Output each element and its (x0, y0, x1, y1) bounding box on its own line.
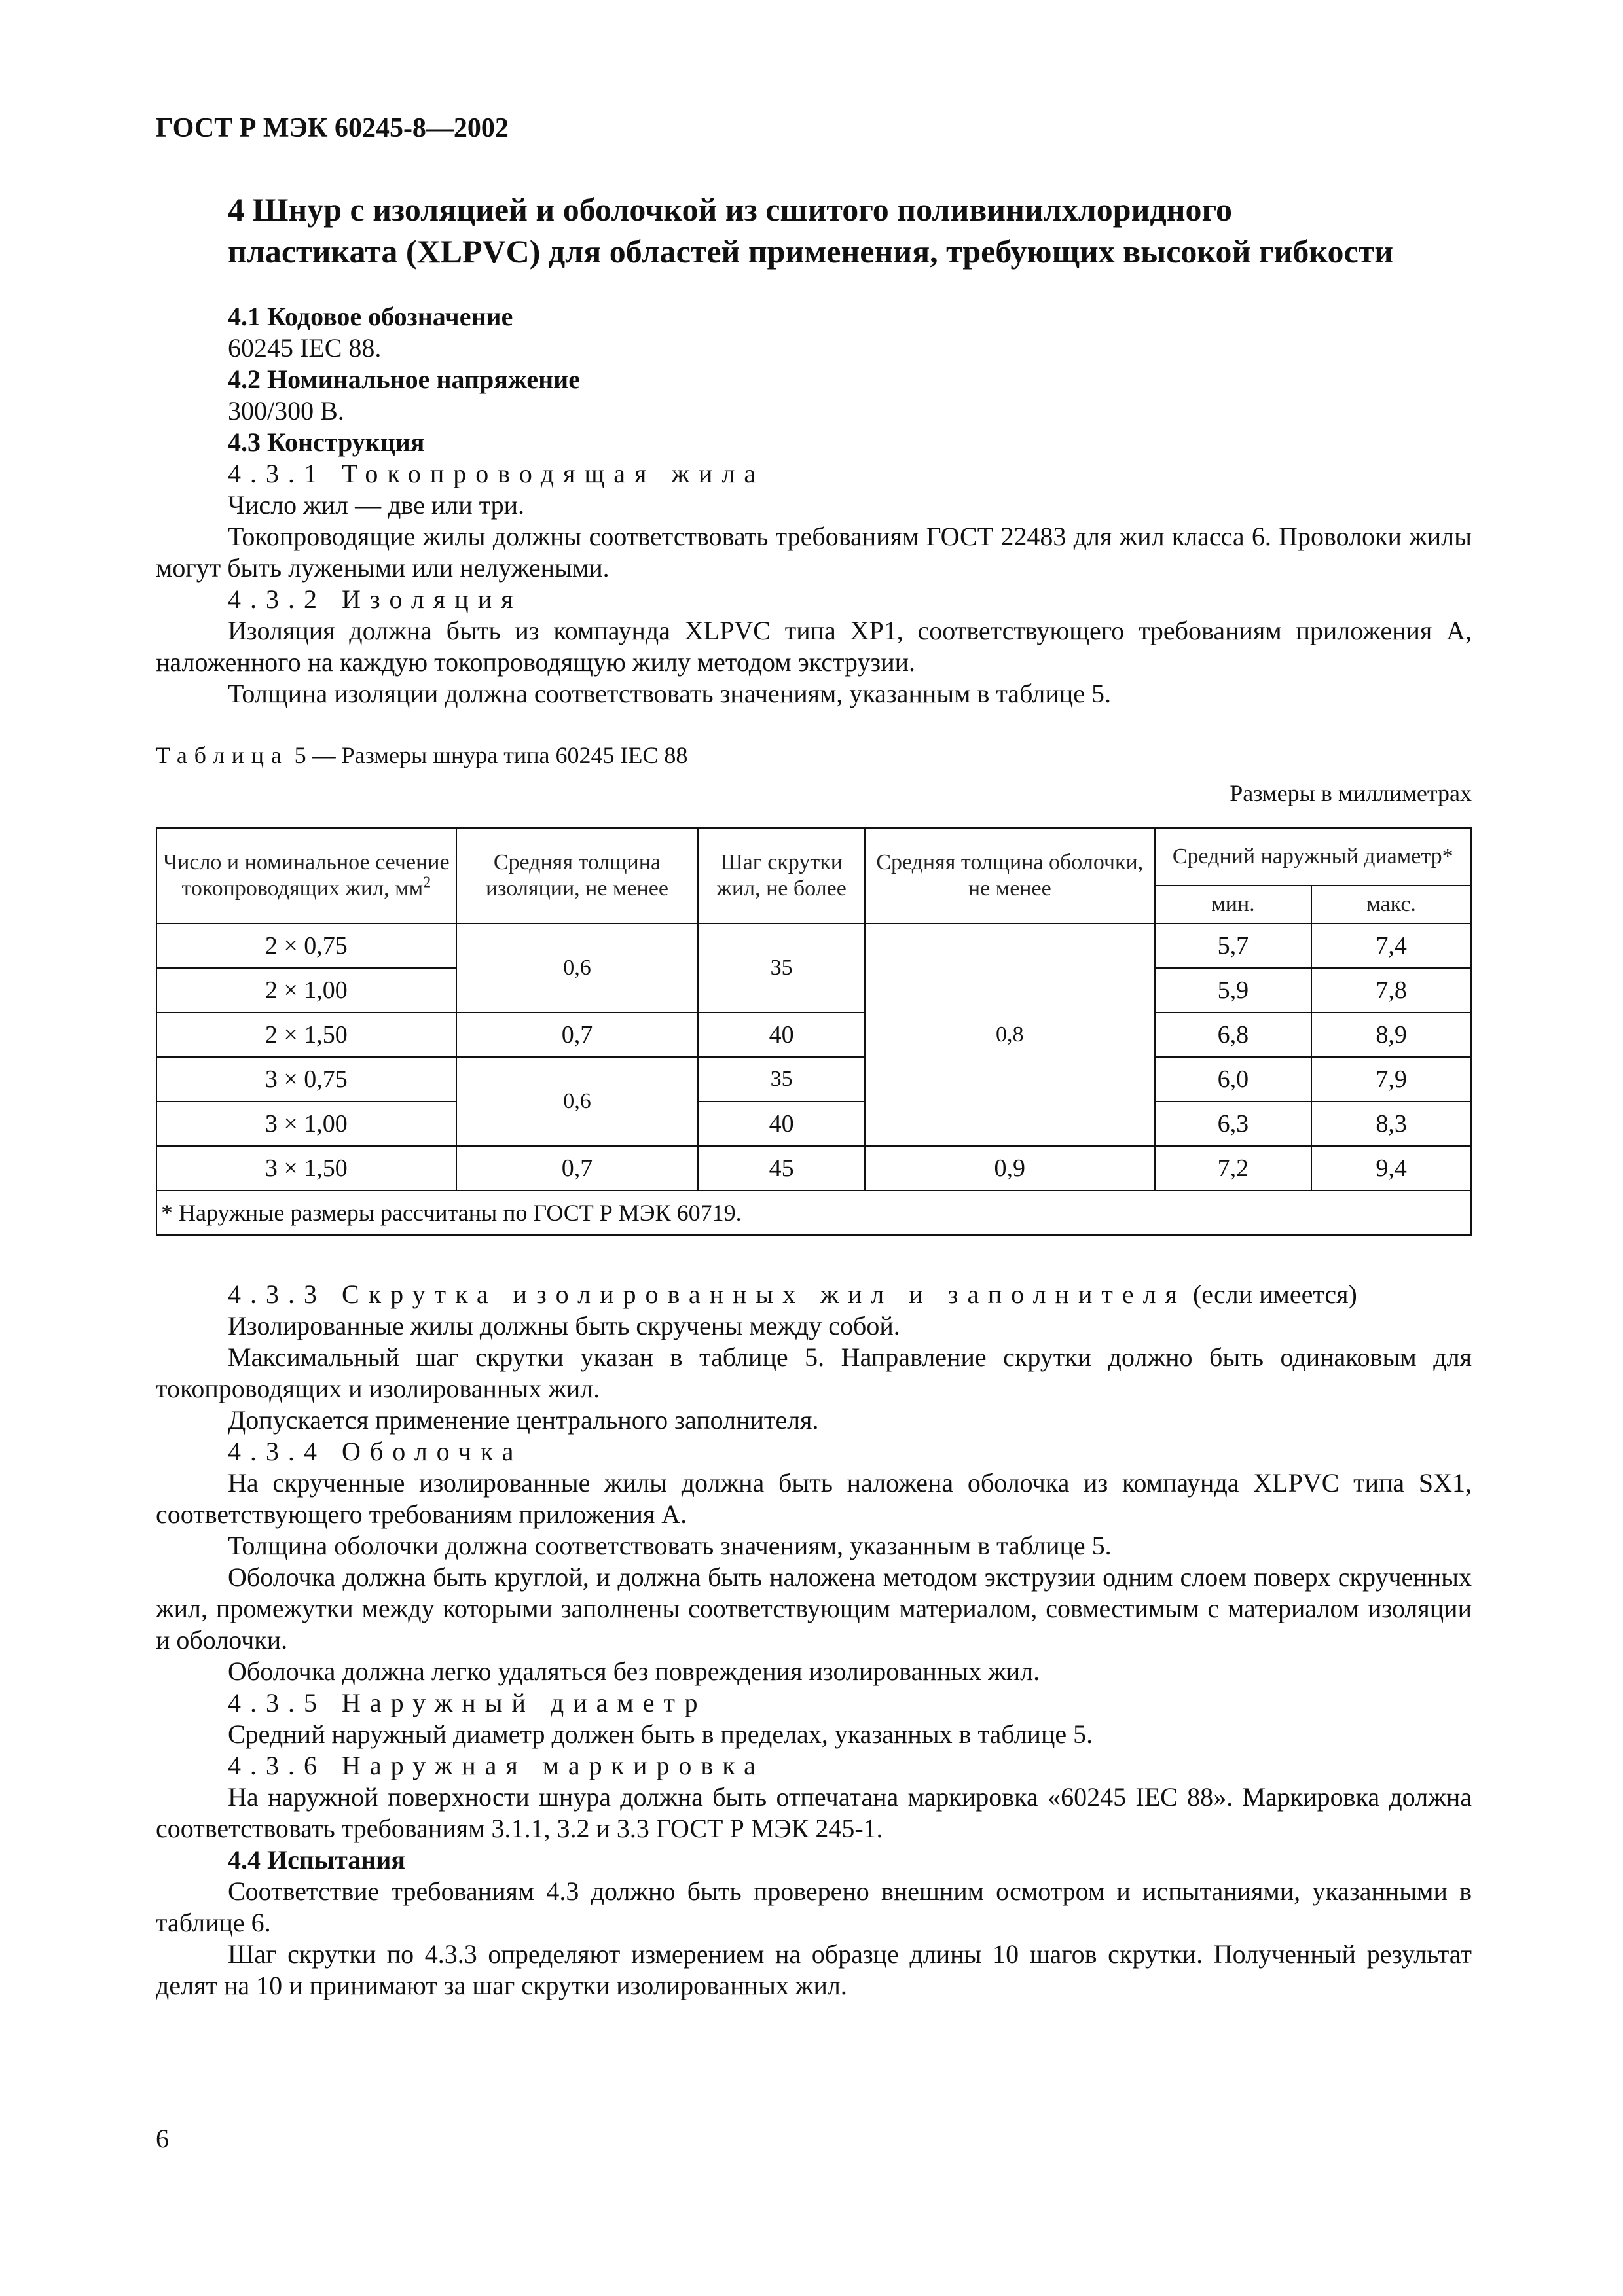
header-conductor-size-text: Число и номинальное сечение токопроводящих жил, мм (163, 850, 450, 901)
cell-diameter-max: 7,8 (1311, 968, 1471, 1013)
cell-diameter-max: 8,9 (1311, 1013, 1471, 1057)
cell-diameter-min: 5,9 (1155, 968, 1312, 1013)
cell-insulation: 0,6 (456, 1057, 699, 1146)
table-row (156, 1102, 1471, 1146)
code-designation: 60245 IEC 88. (228, 333, 382, 363)
cell-size: 2 × 1,00 (156, 968, 456, 1013)
cell-lay-length: 40 (698, 1102, 865, 1146)
cell-diameter-max: 7,9 (1311, 1057, 1471, 1102)
para-4-3-4-c: Оболочка должна быть круглой, и должна быть наложена методом экструзии одним слоем поверх скрученных жил, промежутки между которыми заполнены соответствующим материалом, совместимым с материалом изоляции и оболочки. (156, 1562, 1472, 1655)
cell-size: 3 × 1,50 (156, 1146, 456, 1191)
heading-4-2: 4.2 Номинальное напряжение (228, 365, 580, 394)
heading-4-3-3-title: 4.3.3 Скрутка изолированных жил и заполнителя (228, 1280, 1186, 1309)
section-title-line-2: пластиката (XLPVC) для областей применения, требующих высокой гибкости (228, 233, 1394, 270)
para-4-3-3-b: Максимальный шаг скрутки указан в таблице 5. Направление скрутки должно быть одинаковым для токопроводящих и изолированных жил. (156, 1342, 1472, 1403)
cell-lay-length: 45 (698, 1146, 865, 1191)
para-4-3-3-c: Допускается применение центрального заполнителя. (228, 1405, 819, 1435)
page-number: 6 (156, 2124, 169, 2153)
heading-4-3-4: 4.3.4 Оболочка (228, 1437, 523, 1466)
para-4-3-6-a: На наружной поверхности шнура должна быть отпечатана маркировка «60245 IEC 88». Маркировка должна соответствовать требованиям 3.1.1, 3.2 и 3.3 ГОСТ Р МЭК 245-1. (156, 1782, 1472, 1843)
header-insulation-thickness: Средняя толщина изоляции, не менее (456, 828, 699, 924)
para-4-3-4-a: На скрученные изолированные жилы должна быть наложена оболочка из компаунда XLPVC типа SX1, соответствующего требованиям приложения А. (156, 1468, 1472, 1529)
cell-diameter-min: 6,0 (1155, 1057, 1312, 1102)
cell-insulation: 0,7 (456, 1146, 699, 1191)
cell-lay-length: 40 (698, 1013, 865, 1057)
header-outer-diameter: Средний наружный диаметр* (1155, 828, 1471, 886)
header-lay-length: Шаг скрутки жил, не более (698, 828, 865, 924)
para-4-3-1-a: Число жил — две или три. (228, 490, 525, 520)
cell-lay-length: 35 (698, 1057, 865, 1102)
section-title-line-1: 4 Шнур с изоляцией и оболочкой из сшитого поливинилхлоридного (228, 191, 1232, 228)
heading-4-3-1: 4.3.1 Токопроводящая жила (228, 459, 765, 488)
heading-4-3-2: 4.3.2 Изоляция (228, 584, 522, 614)
cell-diameter-min: 6,3 (1155, 1102, 1312, 1146)
document-header: ГОСТ Р МЭК 60245-8—2002 (156, 113, 509, 143)
cell-diameter-max: 7,4 (1311, 924, 1471, 968)
cell-sheath: 0,8 (865, 924, 1155, 1146)
para-4-3-5-a: Средний наружный диаметр должен быть в пределах, указанных в таблице 5. (228, 1719, 1093, 1749)
table-caption-text: 5 — Размеры шнура типа 60245 IEC 88 (288, 742, 688, 768)
para-4-3-4-b: Толщина оболочки должна соответствовать значениям, указанным в таблице 5. (228, 1531, 1112, 1560)
cell-diameter-max: 8,3 (1311, 1102, 1471, 1146)
body-text-upper (156, 301, 1472, 709)
heading-4-3-3 (156, 1279, 1472, 1310)
header-superscript: 2 (423, 874, 431, 891)
table-row (156, 924, 1471, 968)
cell-size: 3 × 1,00 (156, 1102, 456, 1146)
heading-4-4: 4.4 Испытания (228, 1845, 406, 1874)
cell-diameter-min: 5,7 (1155, 924, 1312, 968)
section-title (156, 188, 1472, 272)
para-4-3-4-d: Оболочка должна легко удаляться без повреждения изолированных жил. (228, 1657, 1040, 1686)
header-diameter-min: мин. (1155, 886, 1312, 924)
heading-4-3-5: 4.3.5 Наружный диаметр (228, 1688, 707, 1717)
para-4-3-2-b: Толщина изоляции должна соответствовать значениям, указанным в таблице 5. (228, 679, 1111, 708)
header-conductor-size (156, 828, 456, 924)
para-4-3-2-a: Изоляция должна быть из компаунда XLPVC типа XP1, соответствующего требованиям приложения А, наложенного на каждую токопроводящую жилу методом экструзии. (156, 616, 1472, 677)
para-4-3-1-b: Токопроводящие жилы должны соответствовать требованиям ГОСТ 22483 для жил класса 6. Проволоки жилы могут быть лужеными или нелужеными. (156, 522, 1472, 583)
cell-diameter-max: 9,4 (1311, 1146, 1471, 1191)
rated-voltage: 300/300 В. (228, 396, 344, 425)
cell-diameter-min: 7,2 (1155, 1146, 1312, 1191)
cell-lay-length: 35 (698, 924, 865, 1013)
body-text-lower (156, 1279, 1472, 2001)
cell-insulation: 0,6 (456, 924, 699, 1013)
table-caption (156, 740, 687, 771)
table-5 (156, 827, 1472, 1236)
table-caption-word: Таблица (156, 742, 289, 768)
header-diameter-max: макс. (1311, 886, 1471, 924)
table-row (156, 1013, 1471, 1057)
table-units: Размеры в миллиметрах (1230, 780, 1472, 806)
cell-size: 3 × 0,75 (156, 1057, 456, 1102)
cell-sheath: 0,9 (865, 1146, 1155, 1191)
heading-4-3-3-suffix: (если имеется) (1186, 1280, 1357, 1309)
para-4-4-b: Шаг скрутки по 4.3.3 определяют измерением на образце длины 10 шагов скрутки. Полученный результат делят на 10 и принимают за шаг скрутки изолированных жил. (156, 1939, 1472, 2000)
table-row (156, 1057, 1471, 1102)
cell-insulation: 0,7 (456, 1013, 699, 1057)
heading-4-1: 4.1 Кодовое обозначение (228, 302, 513, 331)
para-4-3-3-a: Изолированные жилы должны быть скручены между собой. (228, 1311, 900, 1340)
heading-4-3-6: 4.3.6 Наружная маркировка (228, 1751, 765, 1780)
cell-size: 2 × 0,75 (156, 924, 456, 968)
cell-size: 2 × 1,50 (156, 1013, 456, 1057)
heading-4-3: 4.3 Конструкция (228, 427, 425, 457)
header-sheath-thickness: Средняя толщина оболочки, не менее (865, 828, 1155, 924)
cell-diameter-min: 6,8 (1155, 1013, 1312, 1057)
table-row (156, 1146, 1471, 1191)
para-4-4-a: Соответствие требованиям 4.3 должно быть проверено внешним осмотром и испытаниями, указанными в таблице 6. (156, 1876, 1472, 1937)
table-footnote: * Наружные размеры рассчитаны по ГОСТ Р МЭК 60719. (156, 1191, 1471, 1235)
